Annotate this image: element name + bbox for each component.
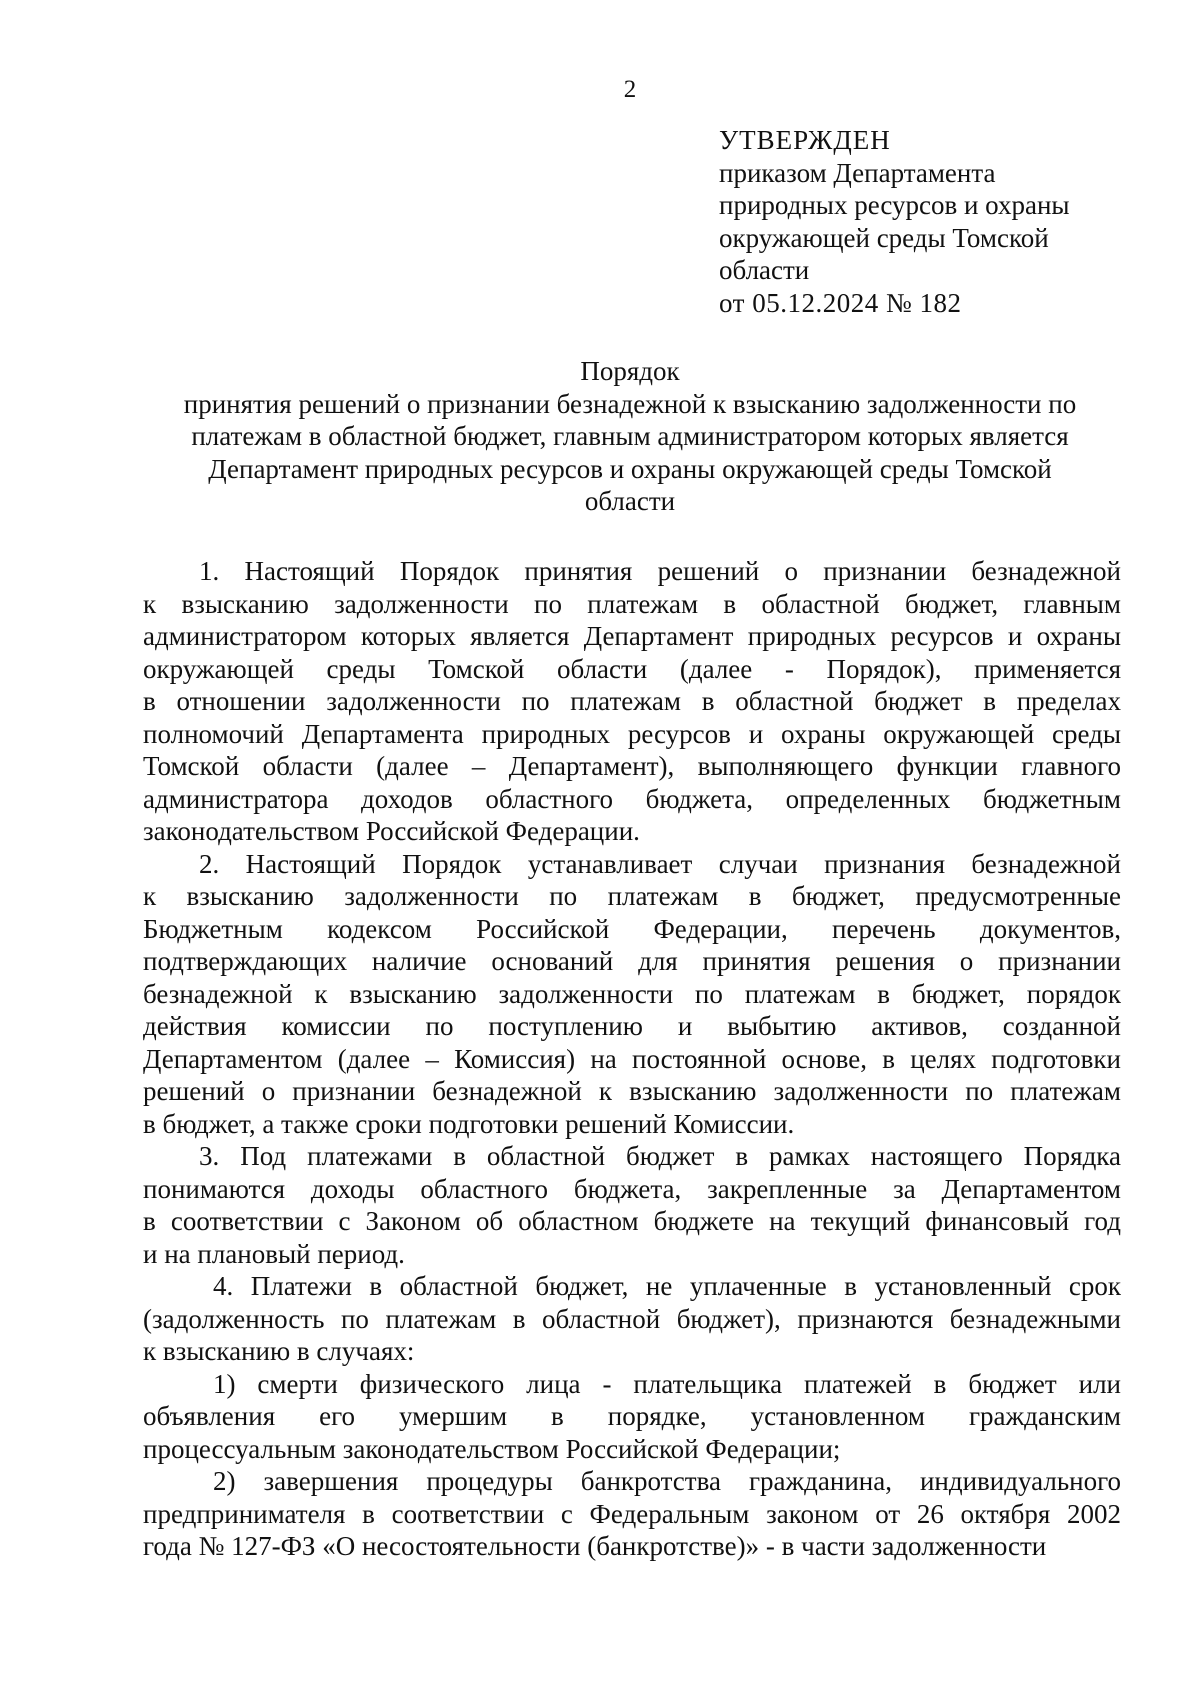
- title-line: Департамент природных ресурсов и охраны окружающей среды Томской: [208, 453, 1052, 484]
- paragraph-line: 2) завершения процедуры банкротства гражданина, индивидуального: [213, 1466, 1121, 1496]
- paragraph-line: окружающей среды Томской области (далее - Порядок), применяется: [143, 653, 1121, 684]
- paragraph: [143, 1368, 1121, 1466]
- document-body: [143, 555, 1121, 1563]
- document-title: [140, 355, 1120, 518]
- paragraph-line: в бюджет, а также сроки подготовки решений Комиссии.: [143, 1108, 795, 1139]
- paragraph-line: и на плановый период.: [143, 1238, 405, 1269]
- paragraph-line: в соответствии с Законом об областном бюджете на текущий финансовый год: [143, 1206, 1121, 1236]
- paragraph-line: Томской области (далее – Департамент), выполняющего функции главного: [143, 751, 1121, 781]
- approval-heading: УТВЕРЖДЕН: [719, 125, 891, 155]
- paragraph: [143, 848, 1121, 1141]
- paragraph-line: 1. Настоящий Порядок принятия решений о признании безнадежной: [199, 556, 1121, 586]
- paragraph-line: процессуальным законодательством Российской Федерации;: [143, 1433, 841, 1464]
- paragraph-line: безнадежной к взысканию задолженности по платежам в бюджет, порядок: [143, 978, 1121, 1009]
- paragraph-line: 1) смерти физического лица - плательщика платежей в бюджет или: [213, 1368, 1121, 1399]
- paragraph-line: 4. Платежи в областной бюджет, не уплаченные в установленный срок: [213, 1271, 1121, 1301]
- paragraph-line: администратором которых является Департамент природных ресурсов и охраны: [143, 621, 1121, 651]
- approval-line: природных ресурсов и охраны: [719, 190, 1070, 220]
- paragraph: [143, 1270, 1121, 1368]
- paragraph-line: предпринимателя в соответствии с Федеральным законом от 26 октября 2002: [143, 1498, 1121, 1529]
- paragraph-line: понимаются доходы областного бюджета, закрепленные за Департаментом: [143, 1173, 1121, 1204]
- title-line: платежам в областной бюджет, главным администратором которых является: [191, 421, 1069, 451]
- approval-stamp-block: [719, 124, 1159, 319]
- paragraph-line: в отношении задолженности по платежам в областной бюджет в пределах: [143, 686, 1121, 716]
- paragraph-line: действия комиссии по поступлению и выбытию активов, созданной: [143, 1011, 1121, 1041]
- approval-order-number: от 05.12.2024 № 182: [719, 287, 962, 318]
- paragraph-line: 3. Под платежами в областной бюджет в рамках настоящего Порядка: [199, 1141, 1121, 1171]
- page-number: 2: [623, 76, 637, 103]
- approval-line: приказом Департамента: [719, 157, 996, 188]
- title-main: Порядок: [580, 356, 680, 386]
- paragraph-line: к взысканию задолженности по платежам в областной бюджет, главным: [143, 588, 1121, 619]
- approval-line: окружающей среды Томской: [719, 222, 1049, 253]
- paragraph-line: года № 127-ФЗ «О несостоятельности (банкротстве)» - в части задолженности: [143, 1531, 1047, 1561]
- paragraph-line: полномочий Департамента природных ресурсов и охраны окружающей среды: [143, 718, 1121, 749]
- approval-line: области: [719, 255, 810, 285]
- paragraph-line: Департаментом (далее – Комиссия) на постоянной основе, в целях подготовки: [143, 1043, 1121, 1074]
- paragraph-line: (задолженность по платежам в областной бюджет), признаются безнадежными: [143, 1303, 1121, 1334]
- title-line: принятия решений о признании безнадежной к взысканию задолженности по: [183, 388, 1077, 419]
- paragraph-line: к взысканию в случаях:: [143, 1336, 415, 1366]
- paragraph-line: подтверждающих наличие оснований для принятия решения о признании: [143, 946, 1121, 976]
- paragraph-line: решений о признании безнадежной к взысканию задолженности по платежам: [143, 1076, 1121, 1106]
- paragraph: [143, 1140, 1121, 1270]
- paragraph-line: законодательством Российской Федерации.: [143, 816, 640, 846]
- paragraph-line: к взысканию задолженности по платежам в бюджет, предусмотренные: [143, 881, 1121, 911]
- paragraph-line: администратора доходов областного бюджета, определенных бюджетным: [143, 783, 1121, 814]
- paragraph-line: объявления его умершим в порядке, установленном гражданским: [143, 1401, 1121, 1431]
- title-line: области: [584, 486, 676, 516]
- paragraph-line: 2. Настоящий Порядок устанавливает случаи признания безнадежной: [199, 848, 1121, 879]
- paragraph: [143, 555, 1121, 848]
- paragraph: [143, 1465, 1121, 1563]
- paragraph-line: Бюджетным кодексом Российской Федерации, перечень документов,: [143, 913, 1121, 944]
